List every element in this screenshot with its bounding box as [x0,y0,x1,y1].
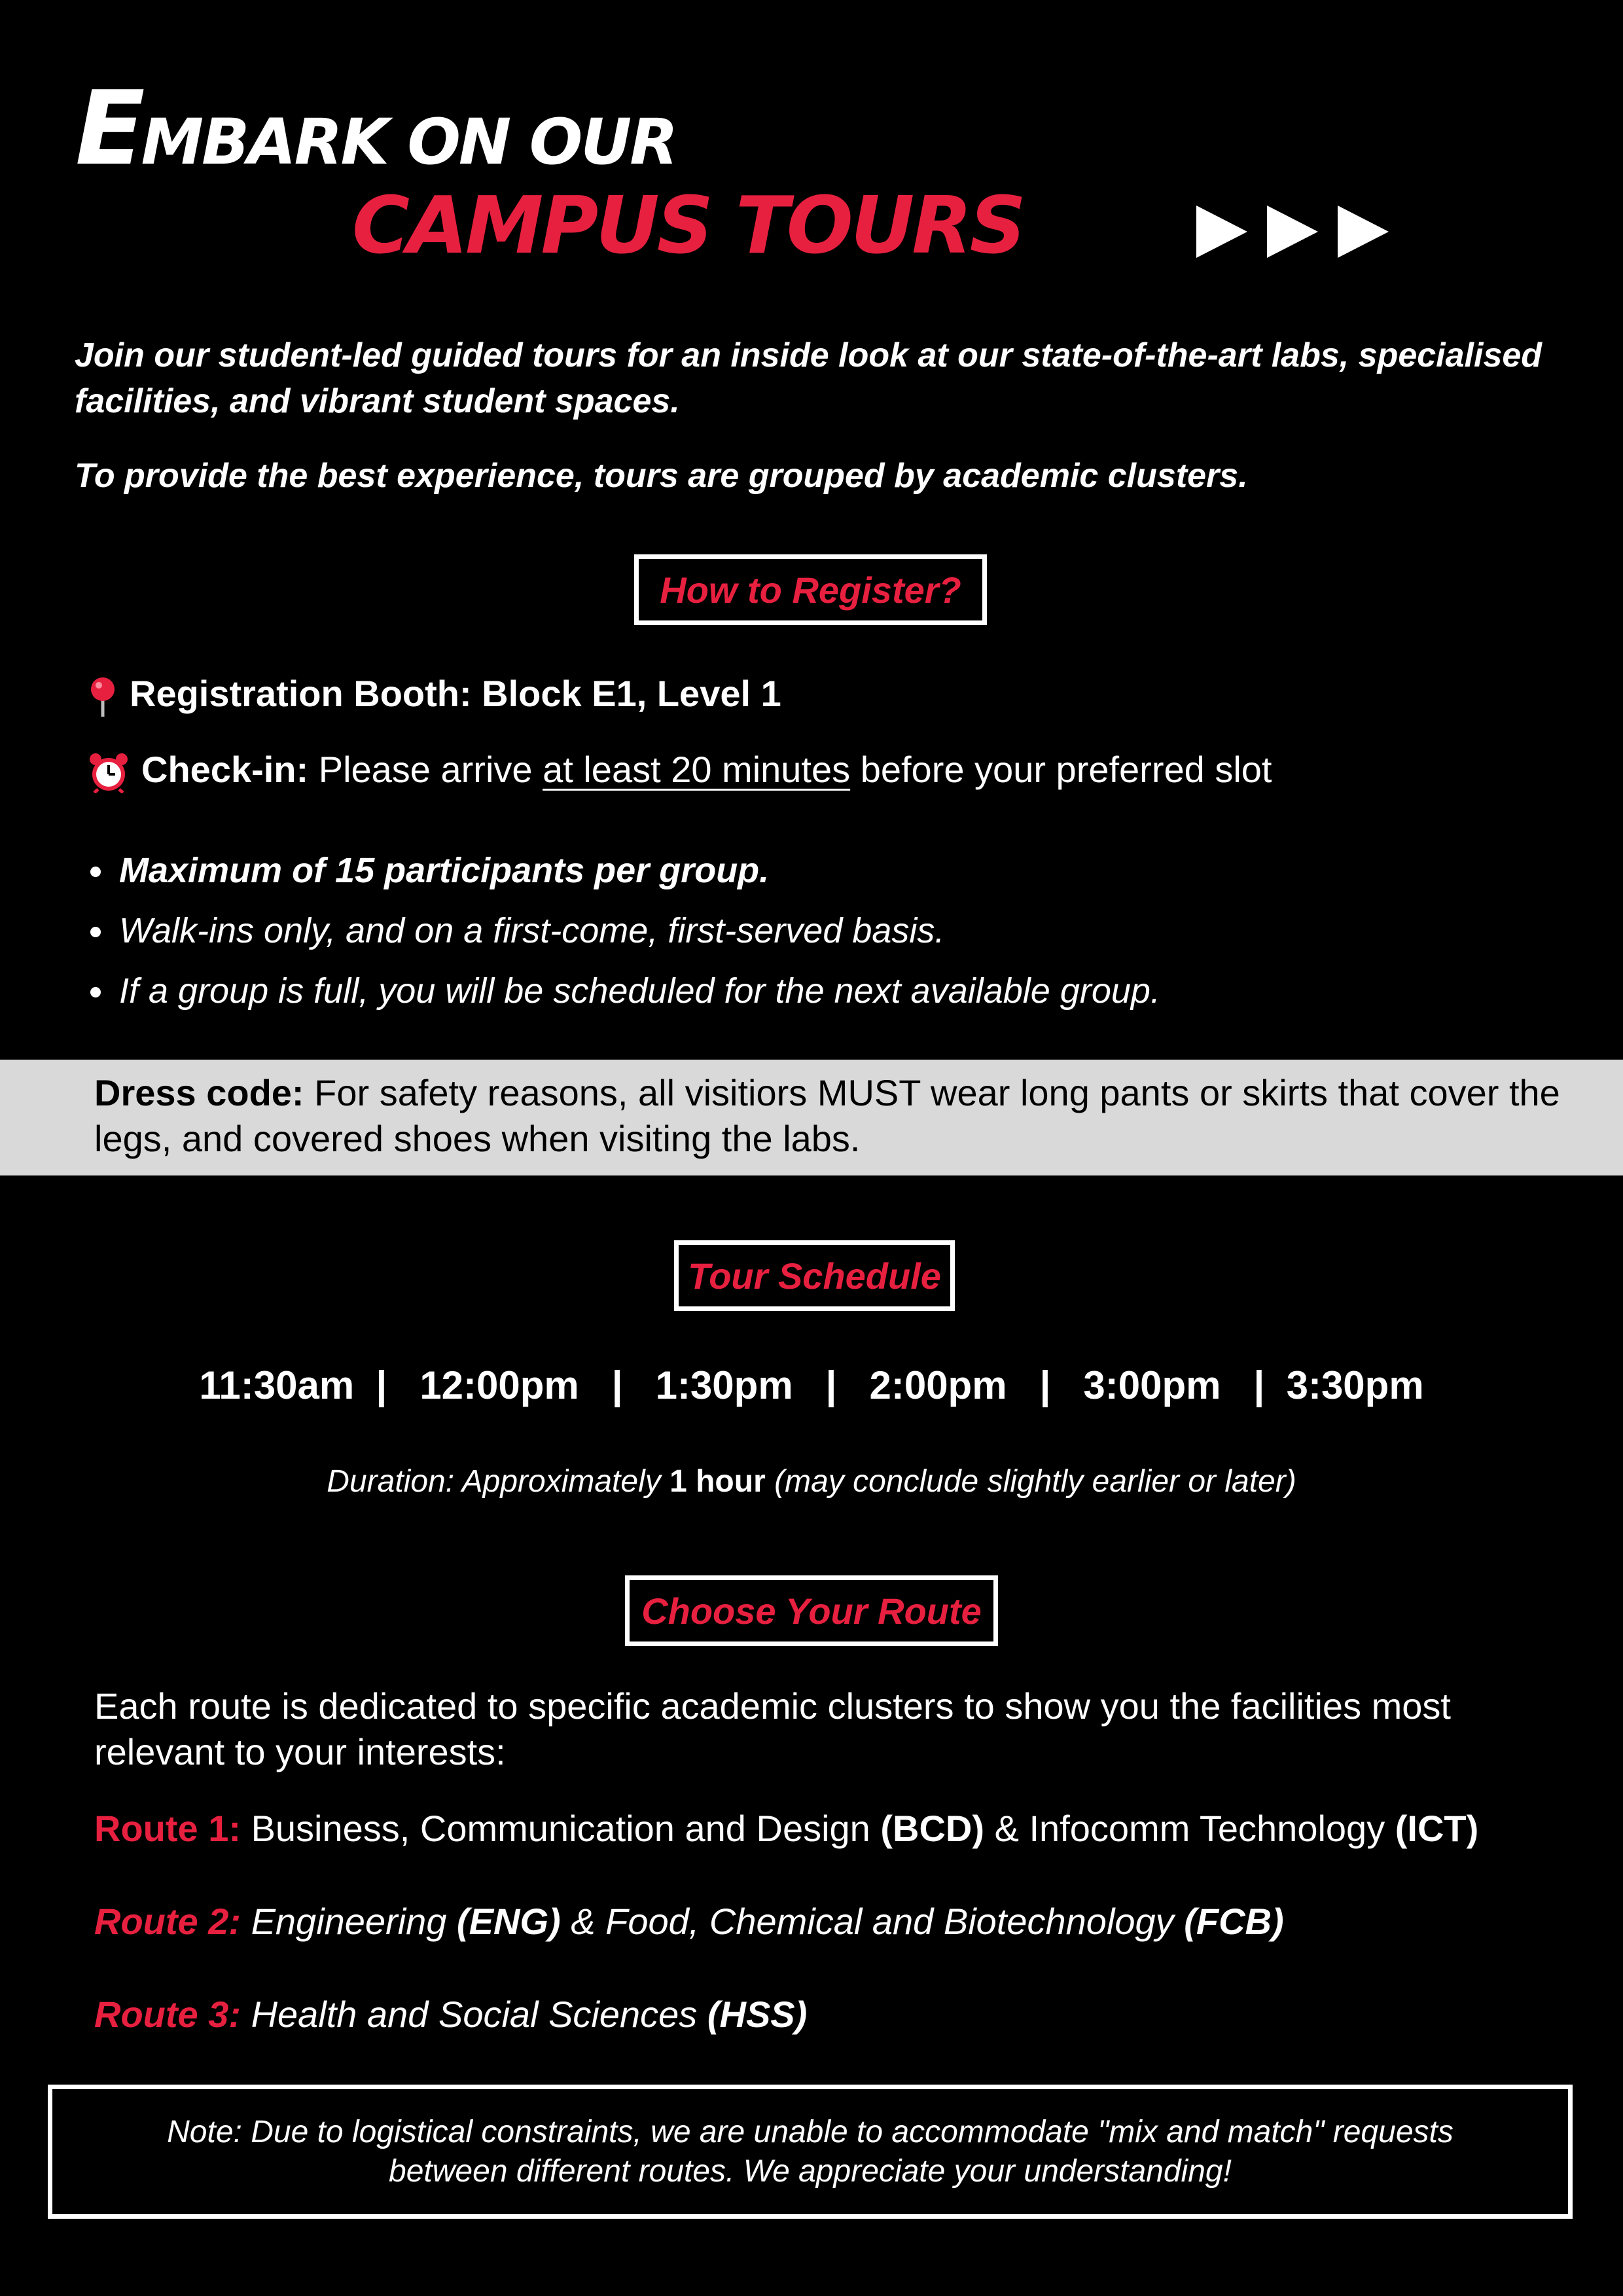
rule-group-full: If a group is full, you will be scheduled for the next available group. [85,961,1160,1021]
route-2-amp: & Food, Chemical and Biotechnology [571,1901,1174,1942]
pin-icon [88,676,118,717]
tour-duration [0,1463,1623,1499]
route-2-code2: (FCB) [1184,1901,1284,1942]
route-2 [94,1903,1284,1940]
title-line-1-rest: MBARK ON OUR [141,105,677,179]
duration-value: 1 hour [669,1464,766,1499]
alarm-clock-icon [88,751,130,793]
route-1-amp: & [994,1808,1019,1849]
route-2-code1: (ENG) [457,1901,561,1942]
route-3 [94,1996,807,2033]
route-1-part2: Infocomm Technology [1029,1808,1385,1849]
checkin-emphasis: at least 20 minutes [543,749,851,790]
checkin-pre: Please arrive [318,749,533,790]
duration-post: (may conclude slightly earlier or later) [774,1464,1296,1499]
title-line-2: CAMPUS TOURS [352,181,1024,272]
duration-pre: Duration: Approximately [327,1464,661,1499]
route-1-part1: Business, Communication and Design [251,1808,870,1849]
dress-code-band [0,1060,1623,1175]
route-3-part1: Health and Social Sciences [251,1994,698,2035]
route-1-label: Route 1: [94,1808,241,1849]
registration-booth-line [88,675,781,717]
intro-paragraph-2: To provide the best experience, tours are grouped by academic clusters. [75,457,1248,495]
route-3-code1: (HSS) [707,1994,808,2035]
route-1-code1: (BCD) [880,1808,985,1849]
rule-walk-ins: Walk-ins only, and on a first-come, first-served basis. [85,901,1160,961]
tour-schedule-heading: Tour Schedule [674,1240,955,1311]
registration-booth-text: Registration Booth: Block E1, Level 1 [130,673,781,714]
checkin-label: Check-in: [141,749,309,790]
title-line-1 [75,69,677,188]
route-2-part1: Engineering [251,1901,447,1942]
note-box: Note: Due to logistical constraints, we are unable to accommodate "mix and match" requests between different routes. We appreciate your understanding! [48,2085,1573,2219]
how-to-register-heading: How to Register? [634,554,987,625]
intro-paragraph-1: Join our student-led guided tours for an inside look at our state-of-the-art labs, specialised facilities, and vibrant student spaces. [75,336,1543,420]
rules-list [85,840,1160,1021]
route-2-label: Route 2: [94,1901,241,1942]
route-1 [94,1810,1478,1847]
title-initial: E [75,69,141,188]
routes-intro: Each route is dedicated to specific academic clusters to show you the facilities most relevant to your interests: [94,1685,1451,1772]
route-3-label: Route 3: [94,1994,241,2035]
dress-code-text: For safety reasons, all visitiors MUST wear long pants or skirts that cover the legs, and covered shoes when visiting the labs. [94,1072,1560,1159]
triple-play-arrows-icon [1196,200,1393,263]
checkin-post: before your preferred slot [860,749,1272,790]
choose-route-heading: Choose Your Route [625,1575,998,1646]
checkin-line [88,751,1272,793]
dress-code-label: Dress code: [94,1072,304,1113]
rule-max-participants: Maximum of 15 participants per group. [85,840,1160,901]
tour-times: 11:30am | 12:00pm | 1:30pm | 2:00pm | 3:00pm | 3:30pm [199,1363,1424,1407]
route-1-code2: (ICT) [1395,1808,1479,1849]
